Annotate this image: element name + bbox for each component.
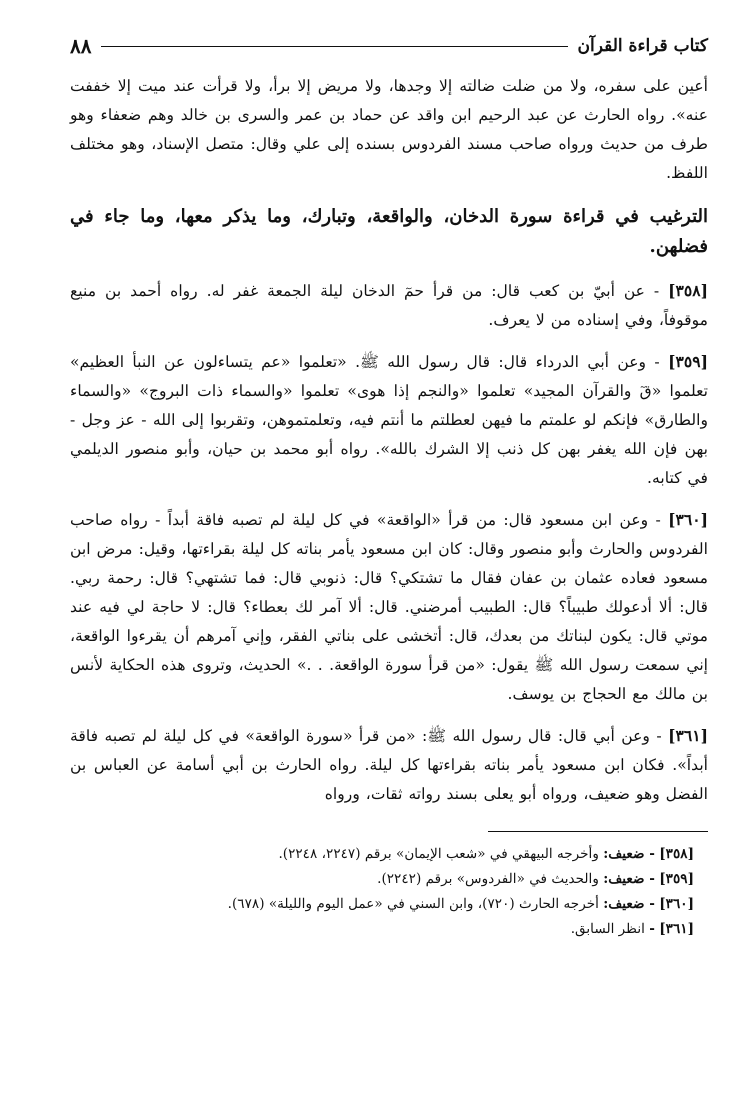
hadith-number: [٣٥٨] bbox=[668, 281, 708, 300]
running-header bbox=[70, 30, 708, 62]
footnote-grade: - ضعيف: bbox=[603, 871, 655, 887]
footnote-text: أخرجه الحارث (٧٢٠)، وابن السني في «عمل اليوم والليلة» (٦٧٨). bbox=[227, 896, 599, 912]
hadith-number: [٣٦٠] bbox=[668, 510, 708, 529]
hadith-358 bbox=[70, 276, 708, 335]
hadith-text: - وعن أبي الدرداء قال: قال رسول الله ﷺ. «تعلموا «عم يتساءلون عن النبأ العظيم» تعلموا «قٓ والقرآن المجيد» تعلموا «والنجم إذا هوى» تعلموا «والسماء ذات البروج» «والسماء والطارق» فإنكم لو علمتم ما فيهن لعطلتم ما أنتم فيه، وتعلمتموهن، وتقربوا إلى الله - عز وجل - بهن فإن الله يغفر بهن كل ذنب إلا الشرك بالله». رواه أبو محمد بن حيان، وأبو منصور الديلمي في كتابه. bbox=[70, 353, 708, 487]
footnote-divider bbox=[488, 831, 708, 832]
footnotes bbox=[70, 842, 708, 942]
footnote-grade: - ضعيف: bbox=[603, 896, 655, 912]
footnote-text: والحديث في «الفردوس» برقم (٢٢٤٢). bbox=[377, 871, 599, 887]
book-title: كتاب قراءة القرآن bbox=[577, 36, 708, 56]
hadith-text: - وعن ابن مسعود قال: من قرأ «الواقعة» في كل ليلة لم تصبه فاقة أبداً - رواه صاحب الفردوس والحارث وأبو منصور وقال: كان ابن مسعود يأمر بناته كل ليلة بقراءتها، وقيل: مرض ابن مسعود فعاده عثمان بن عفان فقال ما تشتكي؟ قال: ذنوبي قال: فما تشتهي؟ قال: رحمة ربي. قال: ألا أدعولك طبيباً؟ قال: الطبيب أمرضني. قال: ألا آمر لك بعطاء؟ قال: لا حاجة لي فيه عند موتي قال: يكون لبناتك من بعدك، قال: أتخشى على بناتي الفقر، وإني آمرهم أن يقرءوا الواقعة، إني سمعت رسول الله ﷺ يقول: «من قرأ سورة الواقعة. . .» الحديث، وتروى هذه الحكاية لأنس بن مالك مع الحجاج بن يوسف. bbox=[70, 511, 708, 703]
footnote-number: [٣٦١] bbox=[659, 921, 694, 937]
footnote-number: [٣٥٩] bbox=[659, 871, 694, 887]
intro-paragraph: أعين على سفره، ولا من ضلت ضالته إلا وجدها، ولا مريض إلا برأ، ولا قرأت عند ميت إلا خففت عنه». رواه الحارث عن عبد الرحيم ابن واقد عن حماد بن عمر والسرى بن خالد وهم ضعفاء وهو طرف من حديث ورواه صاحب مسند الفردوس بسنده إلى علي وقال: متصل الإسناد، وهو مختلف اللفظ. bbox=[70, 77, 708, 182]
hadith-text: - عن أبيّ بن كعب قال: من قرأ حمٓ الدخان ليلة الجمعة غفر له. رواه أحمد بن منيع موقوفاً، وفي إسناده من لا يعرف. bbox=[70, 282, 708, 329]
hadith-361 bbox=[70, 721, 708, 809]
hadith-number: [٣٦١] bbox=[668, 726, 708, 745]
hadith-359 bbox=[70, 347, 708, 493]
header-rule bbox=[101, 46, 567, 47]
footnote-359 bbox=[70, 867, 694, 892]
hadith-360 bbox=[70, 505, 708, 709]
footnote-text: انظر السابق. bbox=[570, 921, 645, 937]
footnote-358 bbox=[70, 842, 694, 867]
footnote-number: [٣٦٠] bbox=[659, 896, 694, 912]
page-body bbox=[70, 30, 708, 1084]
hadith-text: - وعن أبي قال: قال رسول الله ﷺ: «من قرأ «سورة الواقعة» في كل ليلة لم تصبه فاقة أبداً». فكان ابن مسعود يأمر بناته بقراءتها كل ليلة. رواه الحارث بن أبي أسامة عن العباس بن الفضل وهو ضعيف، ورواه أبو يعلى بسند رواته ثقات، ورواه bbox=[70, 727, 708, 803]
hadith-number: [٣٥٩] bbox=[668, 352, 708, 371]
footnote-361 bbox=[70, 917, 694, 942]
section-heading: الترغيب في قراءة سورة الدخان، والواقعة، وتبارك، وما يذكر معها، وما جاء في فضلهن. bbox=[70, 206, 708, 257]
footnote-360 bbox=[70, 892, 694, 917]
footnote-number: [٣٥٨] bbox=[659, 846, 694, 862]
footnote-grade: - ضعيف: bbox=[603, 846, 655, 862]
footnote-grade: - bbox=[649, 921, 655, 937]
footnote-text: وأخرجه البيهقي في «شعب الإيمان» برقم (٢٢٤٧، ٢٢٤٨). bbox=[278, 846, 599, 862]
page-number: ٨٨ bbox=[70, 34, 92, 58]
